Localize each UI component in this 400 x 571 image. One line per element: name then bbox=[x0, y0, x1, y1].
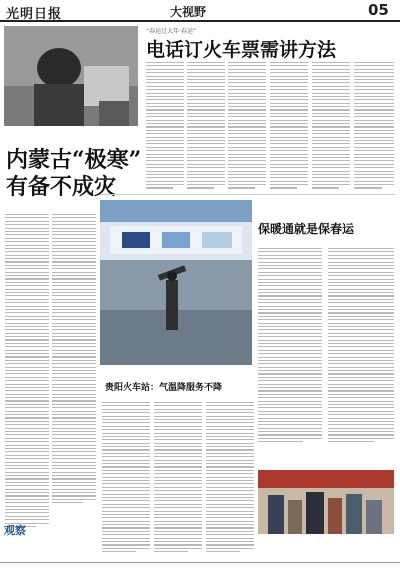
body-col-bottom-a bbox=[102, 402, 150, 555]
footer-credits bbox=[0, 562, 400, 571]
headline-inner-mongolia-1: 内蒙古“极寒” bbox=[6, 147, 142, 173]
body-col-left-b bbox=[52, 214, 96, 506]
page-number: 05 bbox=[368, 1, 389, 19]
body-col-center-a bbox=[146, 62, 184, 191]
body-col-center-e bbox=[312, 62, 350, 191]
body-col-bottom-c bbox=[206, 402, 254, 555]
photo-hunan-crowd bbox=[258, 470, 394, 534]
article-kicker: “春运过大年·春运” bbox=[146, 28, 197, 35]
newspaper-brand: 光明日报 bbox=[6, 7, 63, 22]
section-title: 大视野 bbox=[170, 5, 207, 19]
observe-column-box bbox=[4, 522, 92, 558]
photo-railway-collage bbox=[100, 200, 252, 365]
photo-winter-resident bbox=[4, 26, 138, 126]
body-col-center-c bbox=[228, 62, 266, 191]
body-col-right-a bbox=[258, 248, 322, 445]
body-col-right-b bbox=[328, 248, 394, 445]
body-col-center-f bbox=[354, 62, 394, 191]
body-col-center-d bbox=[270, 62, 308, 191]
body-col-center-b bbox=[187, 62, 225, 191]
headline-heat-supply: 保暖通就是保春运 bbox=[258, 222, 355, 236]
body-col-left-a bbox=[5, 214, 49, 529]
observe-title: 观察 bbox=[4, 524, 26, 537]
section-divider bbox=[100, 194, 396, 195]
headline-phone-tickets: 电话订火车票需讲方法 bbox=[146, 39, 337, 61]
body-col-bottom-b bbox=[154, 402, 202, 555]
masthead bbox=[0, 0, 400, 22]
headline-guiyang-station: 贵阳火车站：气温降服务不降 bbox=[105, 383, 223, 393]
headline-inner-mongolia-2: 有备不成灾 bbox=[6, 174, 117, 200]
